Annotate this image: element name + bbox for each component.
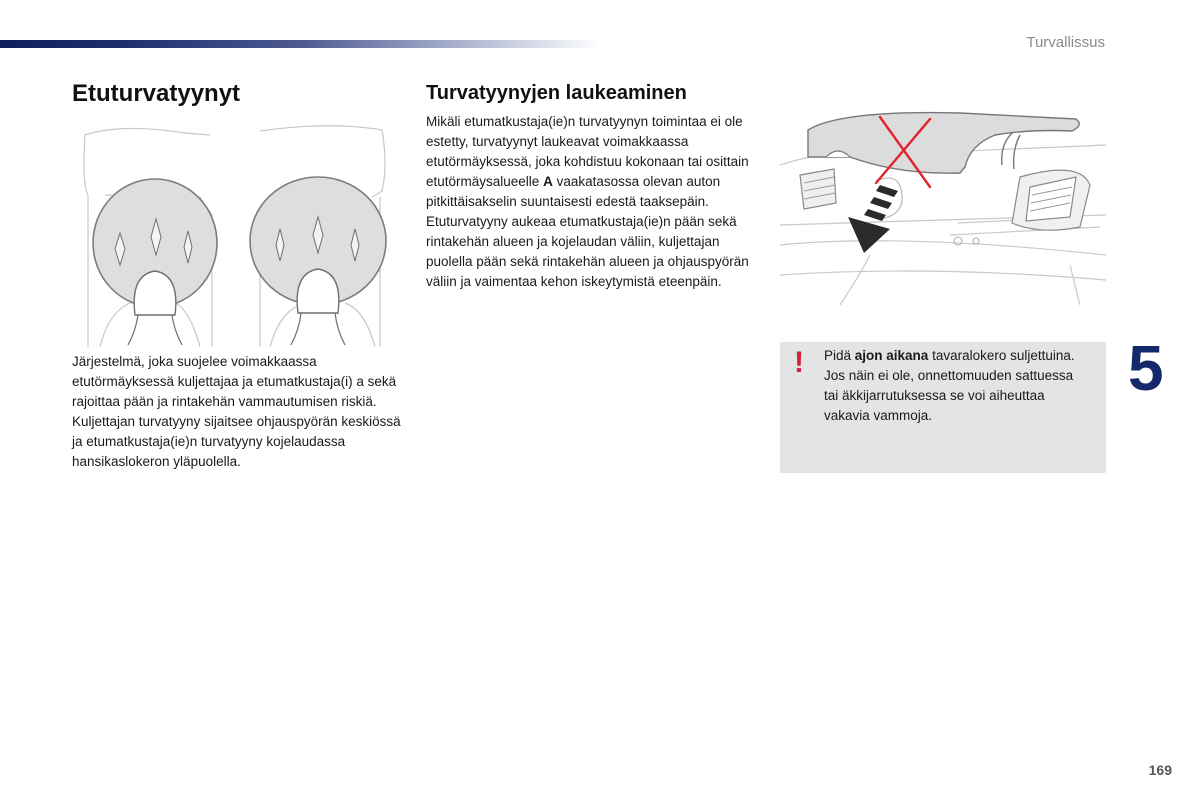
zone-label: A (543, 174, 553, 189)
left-column-text (72, 352, 402, 472)
warning-box (780, 342, 1106, 473)
deployment-text-end: vaakatasossa olevan auton pitkittäisakselin suuntaisesti edestä taaksepäin. (426, 174, 721, 209)
glovebox-dashboard-illustration (780, 105, 1106, 305)
page-number: 169 (1148, 762, 1172, 778)
warning-emphasis: ajon aikana (854, 348, 929, 363)
deployment-text-start: Mikäli etumatkustaja(ie)n turvatyynyn toimintaa ei ole estetty, turvatyynyt laukeavat voimakkaassa etutörmäyksessä, joka kohdistuu kokonaan tai osittain etutörmäysalueelle (426, 114, 749, 189)
warning-text (824, 346, 1086, 426)
warning-text-start: Pidä (824, 348, 855, 363)
middle-column-text (426, 112, 766, 292)
header-gradient-bar (0, 40, 600, 48)
chapter-number: 5 (1128, 332, 1164, 404)
warning-text-end: tavaralokero suljettuina. Jos näin ei ole, onnettomuuden sattuessa tai äkkijarrutuksessa se voi aiheuttaa vakavia vammoja. (824, 348, 1075, 423)
section-heading: Turvatyynyjen laukeaminen (426, 82, 687, 104)
inflation-paragraph: Etuturvatyyny aukeaa etumatkustaja(ie)n pään sekä rintakehän alueen ja kojelaudan väliin, kuljettajan puolella pään sekä rintakehän alueen ja ohjauspyörän väliin ja vaimentaa kehon iskeytymistä eteenpäin. (426, 214, 749, 289)
deployment-paragraph (426, 112, 766, 212)
airbag-seats-illustration (80, 125, 390, 347)
page-title: Etuturvatyynyt (72, 80, 241, 107)
intro-paragraph: Järjestelmä, joka suojelee voimakkaassa etutörmäyksessä kuljettajaa ja etumatkustaja(i) a sekä rajoittaa pään ja rintakehän vammautumisen riskiä. (72, 354, 397, 409)
location-paragraph: Kuljettajan turvatyyny sijaitsee ohjauspyörän keskiössä ja etumatkustaja(ie)n turvatyyny kojelaudassa hansikaslokeron yläpuolella. (72, 414, 401, 469)
exclamation-icon: ! (794, 346, 804, 379)
section-label: Turvallissus (1026, 34, 1105, 51)
